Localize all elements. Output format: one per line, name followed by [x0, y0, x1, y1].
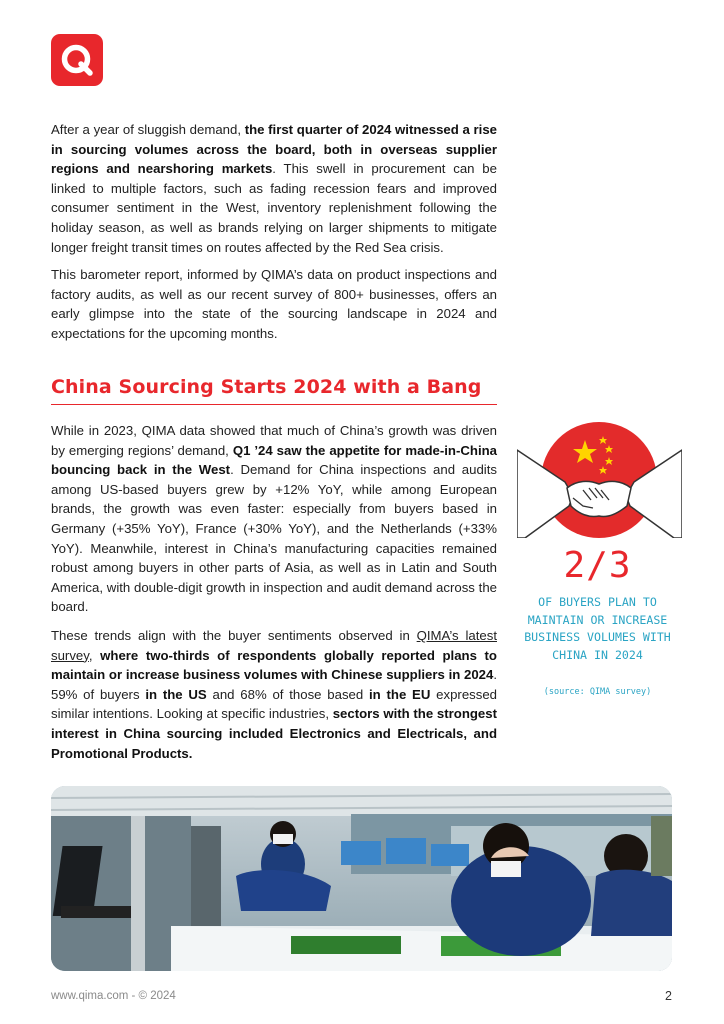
handshake-illustration [517, 418, 682, 538]
factory-workers-photo [51, 786, 672, 971]
qima-logo [51, 34, 103, 86]
section-divider [51, 404, 497, 405]
intro-paragraph: After a year of sluggish demand, the first quarter of 2024 witnessed a rise in sourcing volumes across the board, both in overseas supplier regions and nearshoring markets. This swell in procurement can be linked to multiple factors, such as fading recession fears and improved consumer sentiment in the West, inventory replenishment following the holiday season, as well as brands relying on larger shipments to mitigate longer freight transit times on routes affected by the Red Sea crisis. [51, 122, 497, 255]
stat-source: (source: QIMA survey) [543, 687, 652, 697]
china-growth-paragraph: While in 2023, QIMA data showed that much of China’s growth was driven by emerging regions’ demand, Q1 ’24 saw the appetite for made-in-China bouncing back in the West. Demand for China inspections and audits among US-based buyers grew by +12% YoY, while among European brands, the growth was even faster: especially from buyers based in Germany (+35% YoY), France (+30% YoY), and the Netherlands (+33% YoY). Meanwhile, interest in China’s manufacturing capacities remained robust among buyers in other parts of Asia, as well as in Latin and South America, with double-digit growth in inspection and audit demand across the board. [51, 423, 497, 615]
footer-website[interactable]: www.qima.com - © 2024 [51, 990, 176, 1002]
barometer-paragraph: This barometer report, informed by QIMA’s data on product inspections and factory audits, as well as our recent survey of 800+ businesses, offers an early glimpse into the state of the sourcing landscape in 2024 and expectations for the upcoming months. [51, 267, 497, 341]
survey-link[interactable]: QIMA’s latest survey [51, 628, 497, 663]
survey-paragraph: These trends align with the buyer sentiments observed in QIMA’s latest survey, where two-thirds of respondents globally reported plans to maintain or increase business volumes with Chinese suppliers in 2024. 59% of buyers in the US and 68% of those based in the EU expressed similar intentions. Looking at specific industries, sectors with the strongest interest in China sourcing included Electronics and Electricals, and Promotional Products. [51, 628, 498, 761]
section-title: China Sourcing Starts 2024 with a Bang [51, 376, 482, 398]
stat-description: OF BUYERS PLAN TO MAINTAIN OR INCREASE BUSINESS VOLUMES WITH CHINA IN 2024 [524, 595, 671, 662]
stat-value: 2/3 [563, 545, 632, 586]
page-number: 2 [665, 989, 672, 1003]
